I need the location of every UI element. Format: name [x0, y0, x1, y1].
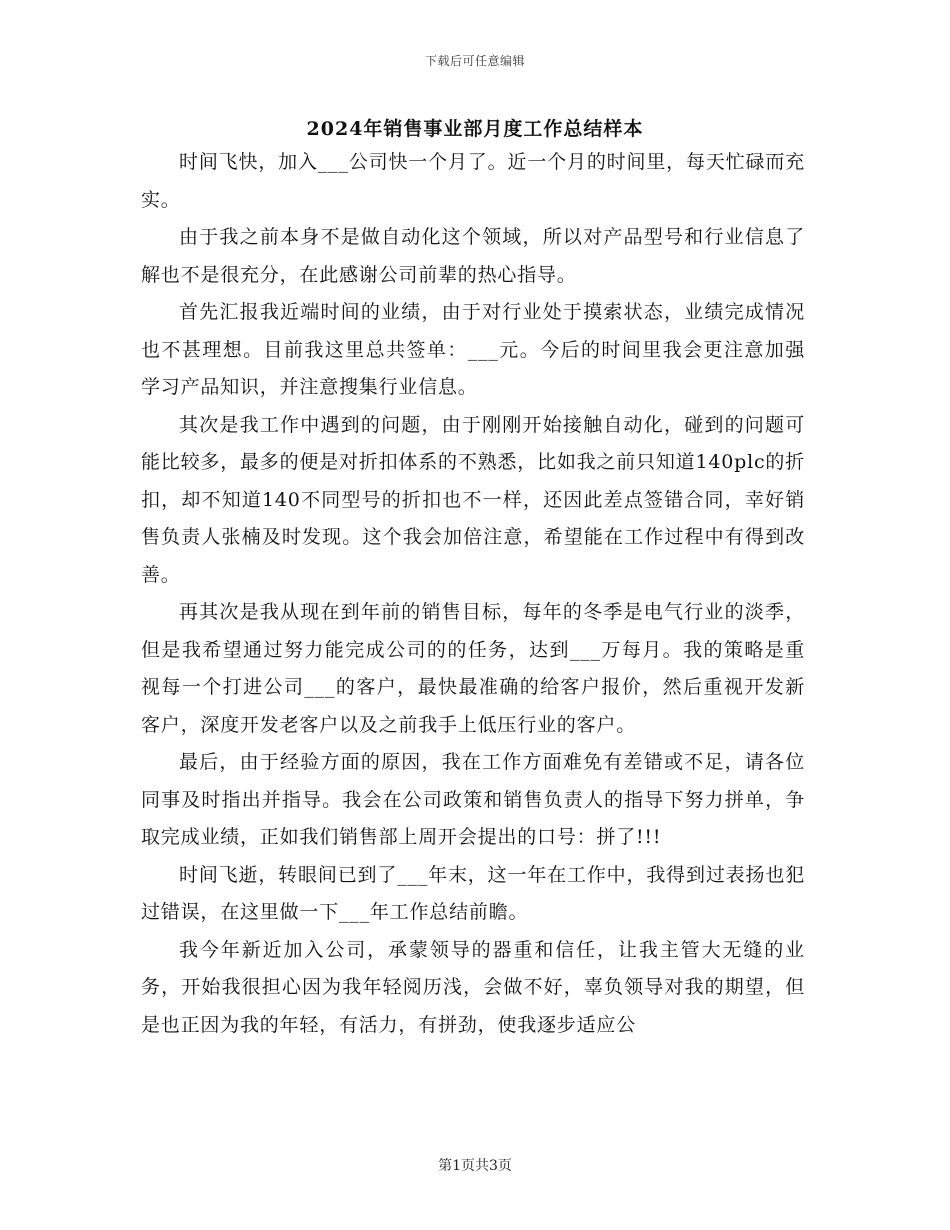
document-body: [141, 144, 805, 1044]
paragraph-6: 最后，由于经验方面的原因，我在工作方面难免有差错或不足，请各位同事及时指出并指导。我会在公司政策和销售负责人的指导下努力拼单，争取完成业绩，正如我们销售部上周开会提出的口号：拼了!!!: [141, 751, 805, 848]
paragraph-8: 我今年新近加入公司，承蒙领导的器重和信任，让我主管大无缝的业务，开始我很担心因为我年轻阅历浅，会做不好，辜负领导对我的期望，但是也正因为我的年轻，有活力，有拼劲，使我逐步适应公: [141, 938, 805, 1036]
page-number-footer: 第1页共3页: [438, 1158, 512, 1174]
paragraph-7: 时间飞逝，转眼间已到了___年末，这一年在工作中，我得到过表扬也犯过错误，在这里做一下___年工作总结前瞻。: [141, 863, 805, 923]
document-title: 2024年销售事业部月度工作总结样本: [306, 118, 644, 140]
paragraph-5: 再其次是我从现在到年前的销售目标，每年的冬季是电气行业的淡季，但是我希望通过努力能完成公司的的任务，达到___万每月。我的策略是重视每一个打进公司___的客户，最快最准确的给客户报价，然后重视开发新客户，深度开发老客户以及之前我手上低压行业的客户。: [141, 601, 805, 736]
paragraph-2: 由于我之前本身不是做自动化这个领域，所以对产品型号和行业信息了解也不是很充分，在此感谢公司前辈的热心指导。: [141, 226, 805, 286]
paragraph-1: 时间飞快，加入___公司快一个月了。近一个月的时间里，每天忙碌而充实。: [141, 151, 805, 211]
page-header-note: 下载后可任意编辑: [424, 54, 525, 68]
paragraph-4: 其次是我工作中遇到的问题，由于刚刚开始接触自动化，碰到的问题可能比较多，最多的便是对折扣体系的不熟悉，比如我之前只知道140plc的折扣，却不知道140不同型号的折扣也不一样，还因此差点签错合同，幸好销售负责人张楠及时发现。这个我会加倍注意，希望能在工作过程中有得到改善。: [141, 413, 805, 586]
paragraph-3: 首先汇报我近端时间的业绩，由于对行业处于摸索状态，业绩完成情况也不甚理想。目前我这里总共签单：___元。今后的时间里我会更注意加强学习产品知识，并注意搜集行业信息。: [141, 301, 805, 398]
